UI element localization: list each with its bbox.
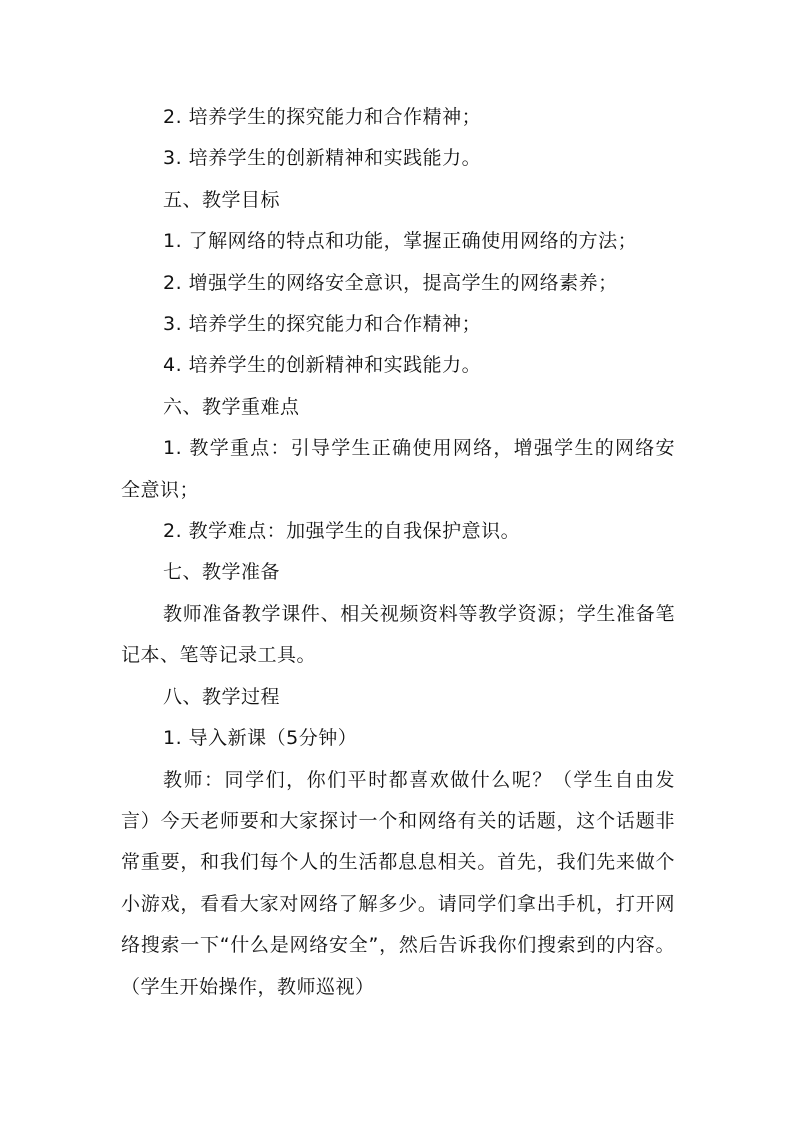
section-heading-teaching-objectives: 五、教学目标 [163, 188, 281, 211]
section-heading-teaching-preparation: 七、教学准备 [163, 561, 281, 584]
difficult-point-item: 2. 教学难点：加强学生的自我保护意识。 [163, 520, 521, 543]
key-point-item: 1. 教学重点：引导学生正确使用网络，增强学生的网络安全意识； [121, 437, 675, 501]
teacher-dialogue-paragraph: 教师：同学们，你们平时都喜欢做什么呢？（学生自由发言）今天老师要和大家探讨一个和网络有关的话题，这个话题非常重要，和我们每个人的生活都息息相关。首先，我们先来做个小游戏，看看大家对网络了解多少。请同学们拿出手机，打开网络搜索一下“什么是网络安全”，然后告诉我你们搜索到的内容。（学生开始操作，教师巡视） [121, 768, 675, 998]
process-step-introduction: 1. 导入新课（5分钟） [163, 727, 358, 750]
objective-item-4: 4. 培养学生的创新精神和实践能力。 [163, 354, 482, 377]
objective-item-3: 3. 培养学生的探究能力和合作精神； [163, 313, 482, 336]
document-body [121, 97, 675, 1008]
objective-item-2: 2. 增强学生的网络安全意识，提高学生的网络素养； [163, 271, 618, 294]
list-item-cultivate-inquiry: 2. 培养学生的探究能力和合作精神； [163, 106, 482, 128]
objective-item-1: 1. 了解网络的特点和功能，掌握正确使用网络的方法； [163, 230, 638, 253]
section-heading-teaching-process: 八、教学过程 [163, 685, 281, 708]
section-heading-key-difficult-points: 六、教学重难点 [163, 395, 300, 418]
list-item-cultivate-innovation: 3. 培养学生的创新精神和实践能力。 [163, 147, 482, 170]
preparation-paragraph: 教师准备教学课件、相关视频资料等教学资源；学生准备笔记本、笔等记录工具。 [121, 602, 675, 667]
